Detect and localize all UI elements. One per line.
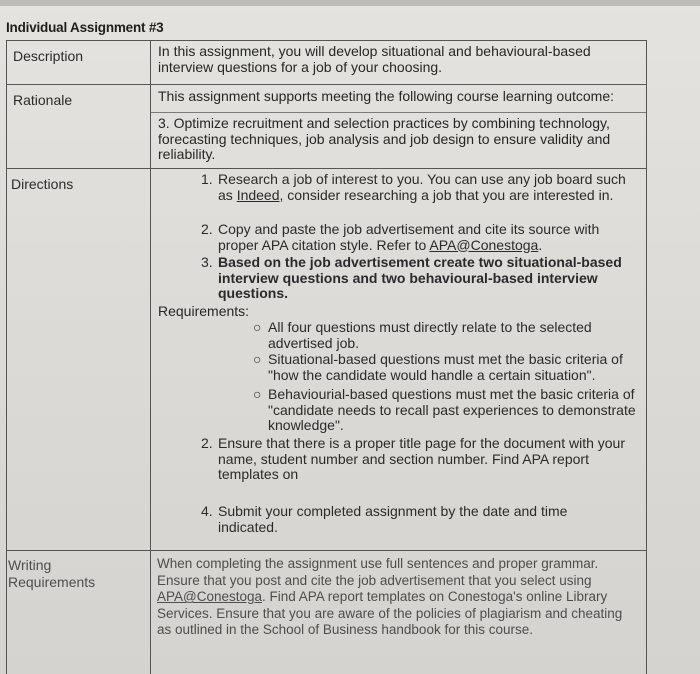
bullet-text: All four questions must directly relate to the selected advertised job. <box>268 319 592 351</box>
row-divider-2 <box>6 168 646 169</box>
requirement-bullet-2 <box>253 351 640 383</box>
item-number: 2. <box>201 221 213 237</box>
bullet-icon: ○ <box>253 351 262 367</box>
requirement-bullet-3 <box>253 386 640 434</box>
writing-requirements-text <box>157 556 637 639</box>
rationale-inner-divider <box>150 112 646 113</box>
requirement-bullet-1 <box>253 319 638 351</box>
item-number: 2. <box>201 435 213 451</box>
direction-item-submit <box>201 503 618 535</box>
column-divider <box>150 40 151 674</box>
apa-conestoga-link[interactable]: APA@Conestoga <box>157 589 263 605</box>
direction-item-title-page <box>201 435 640 483</box>
assignment-heading: Individual Assignment #3 <box>6 20 164 35</box>
description-text: In this assignment, you will develop situational and behavioural-based interview questions for a job of your choosing. <box>158 43 591 75</box>
item-text: Copy and paste the job advertisement and cite its source with proper APA citation style. Refer to <box>218 221 600 253</box>
learning-outcome-text: 3. Optimize recruitment and selection practices by combining technology, forecasting techniques, job analysis and job design to ensure validity and reliability. <box>158 115 611 162</box>
row-divider-3 <box>6 550 646 551</box>
writing-requirements-label: Writing Requirements <box>8 557 96 590</box>
item-text: Based on the job advertisement create two situational-based interview questions and two behavioural-based interview questions. <box>218 254 622 301</box>
bullet-icon: ○ <box>253 386 262 402</box>
table-border-right <box>646 40 647 674</box>
writing-text: When completing the assignment use full sentences and proper grammar. Ensure that you post and cite the job advertisement that you select using <box>157 556 599 588</box>
rationale-label: Rationale <box>13 92 73 108</box>
item-number: 4. <box>201 503 213 519</box>
direction-item-2 <box>201 221 636 253</box>
indeed-link[interactable]: Indeed <box>236 186 280 203</box>
item-number: 3. <box>201 254 213 270</box>
rationale-line1: This assignment supports meeting the following course learning outcome: <box>158 88 615 104</box>
apa-conestoga-link[interactable]: APA@Conestoga <box>429 236 539 253</box>
requirements-label: Requirements: <box>158 303 250 319</box>
directions-label: Directions <box>11 176 74 192</box>
row-divider-1 <box>6 84 646 85</box>
direction-item-1 <box>201 171 636 203</box>
item-text: Research a job of interest to you. You can use any job board such as <box>218 171 626 203</box>
item-number: 1. <box>201 171 213 187</box>
item-text: Submit your completed assignment by the date and time indicated. <box>218 503 568 535</box>
item-text: , consider researching a job that you are interested in. <box>279 186 614 203</box>
writing-text: . Find APA report templates on Conestoga's online Library Services. Ensure that you are aware of the policies of plagiarism and cheating as outlined in the School of Business handbook for this course. <box>157 589 623 638</box>
bullet-icon: ○ <box>253 319 262 335</box>
direction-item-3 <box>201 254 636 302</box>
table-border-top <box>6 40 646 41</box>
bullet-text: Behaviourial-based questions must met the basic criteria of "candidate needs to recall past experiences to demonstrate knowledge". <box>268 386 636 433</box>
bullet-text: Situational-based questions must met the basic criteria of "how the candidate would handle a certain situation". <box>268 351 623 383</box>
item-text: . <box>538 236 543 253</box>
table-border-left <box>6 40 7 674</box>
description-label: Description <box>13 48 84 64</box>
item-text: Ensure that there is a proper title page for the document with your name, student number and section number. Find APA report templates on <box>218 435 626 482</box>
top-edge <box>0 0 700 6</box>
